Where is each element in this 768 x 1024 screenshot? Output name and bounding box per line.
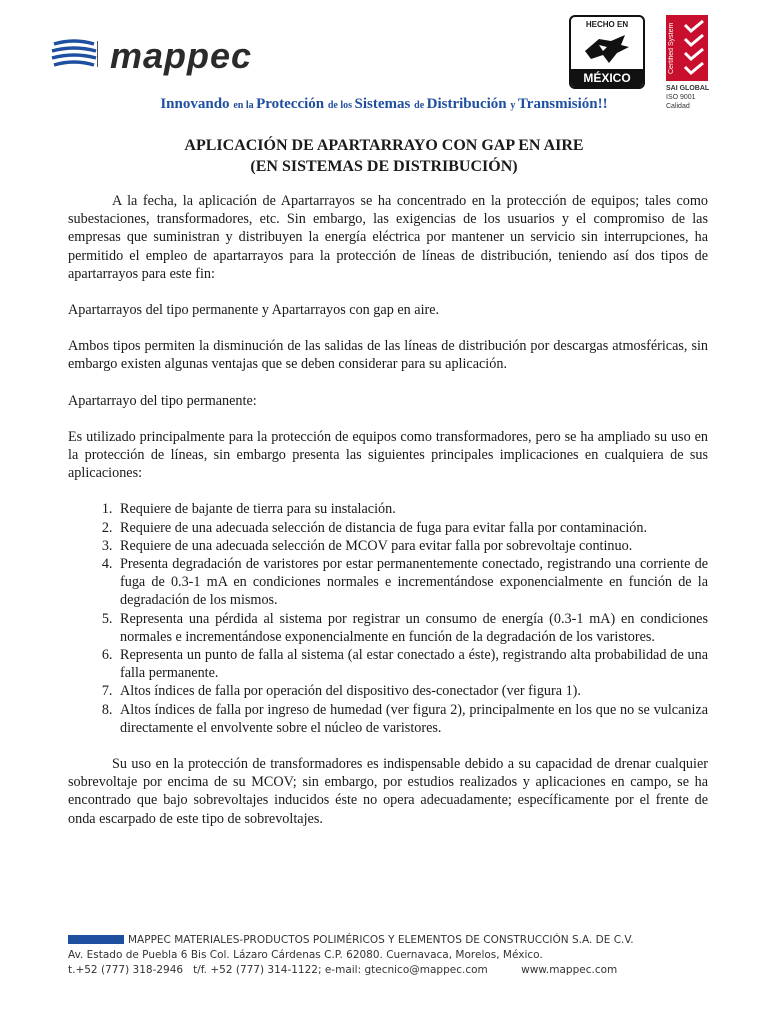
list-item: 8. Altos índices de falla por ingreso de humedad (ver figura 2), principalmente en los que no se vulcaniza directamente el envolvente sobre el núcleo de varistores.	[116, 701, 708, 737]
cert-label: Certified System	[668, 22, 675, 74]
title-line-2: (EN SISTEMAS DE DISTRIBUCIÓN)	[250, 158, 518, 175]
paragraph-conclusion: Su uso en la protección de transformadores es indispensable debido a su capacidad de drenar cualquier sobrevoltaje por encima de su MCOV; sin embargo, por estudios realizados y aplicaciones en campo, se ha encontrado que bajo sobrevoltajes inducidos éste no opera adecuadamente; específicamente por el frente de onda escarpado de este tipo de sobrevoltajes.	[68, 756, 708, 827]
hecho-en-mexico-badge	[569, 15, 645, 89]
cert-brand: SAI GLOBAL	[666, 85, 710, 92]
list-item: 5. Representa una pérdida al sistema por registrar un consumo de energía (0.3-1 mA) en condiciones normales e incrementándose exponencialmente en función de la degradación de los varistores.	[116, 610, 708, 646]
tagline-part: Innovando	[160, 96, 234, 112]
title-line-1: APLICACIÓN DE APARTARRAYO CON GAP EN AIRE	[184, 137, 584, 154]
document-title	[0, 135, 768, 177]
section-heading-permanent: Apartarrayo del tipo permanente:	[68, 392, 257, 409]
tagline-part: Sistemas	[354, 96, 415, 112]
cert-quality: Calidad	[666, 103, 690, 110]
brand-wordmark: mappec	[110, 35, 253, 76]
list-item: 4. Presenta degradación de varistores por estar permanentemente conectado, registrando una corriente de fuga de 0.3-1 mA en condiciones normales e incrementándose exponencialmente en función de la degradación de los mismos.	[116, 555, 708, 610]
badge-top-label: HECHO EN	[585, 20, 629, 29]
footer-accent-bar	[68, 935, 124, 944]
footer-address: Av. Estado de Puebla 6 Bis Col. Lázaro Cárdenas C.P. 62080. Cuernavaca, Morelos, México.	[68, 949, 543, 961]
paragraph-types: Apartarrayos del tipo permanente y Apartarrayos con gap en aire.	[68, 302, 440, 319]
paragraph-usage: Es utilizado principalmente para la protección de equipos como transformadores, pero se ha ampliado su uso en la protección de líneas, sin embargo presenta las siguientes principales implicaciones en cualquiera de sus aplicaciones:	[68, 428, 708, 482]
tagline-part: en la	[233, 100, 257, 111]
paragraph-both-types: Ambos tipos permiten la disminución de las salidas de las líneas de distribución por descargas atmosféricas, sin embargo existen algunas ventajas que se deben considerar para su aplicación.	[68, 338, 708, 373]
checkmarks-icon	[683, 19, 705, 77]
list-item: 1. Requiere de bajante de tierra para su instalación.	[116, 500, 708, 518]
tagline-part: Protección	[256, 96, 328, 112]
list-item: 7. Altos índices de falla por operación del dispositivo des-conectador (ver figura 1).	[116, 682, 708, 700]
paragraph-intro: A la fecha, la aplicación de Apartarrayos se ha concentrado en la protección de equipos; tales como subestaciones, transformadores, etc. Sin embargo, las exigencias de los usuarios y el compromiso de las empresas que suministran y distribuyen la energía eléctrica por mantener un servicio sin interrupciones, ha permitido el empleo de apartarrayos para la protección de líneas de distribución, teniendo así dos tipos de apartarrayos para este fin:	[68, 193, 708, 282]
footer	[68, 933, 708, 978]
footer-contact: t.+52 (777) 318-2946 t/f. +52 (777) 314-1122; e-mail: gtecnico@mappec.com www.mappec.com	[68, 964, 618, 976]
tagline-part: y	[510, 100, 518, 111]
list-item: 3. Requiere de una adecuada selección de MCOV para evitar falla por sobrevoltaje continuo.	[116, 537, 708, 555]
tagline	[0, 96, 768, 113]
wave-lines-icon	[50, 38, 98, 70]
tagline-part: Distribución	[426, 96, 511, 112]
implications-list	[68, 500, 708, 737]
tagline-part: de los	[327, 100, 355, 111]
footer-company: MAPPEC MATERIALES-PRODUCTOS POLIMÉRICOS Y ELEMENTOS DE CONSTRUCCIÓN S.A. DE C.V.	[128, 934, 634, 946]
list-item: 6. Representa un punto de falla al sistema (al estar conectado a éste), registrando alta probabilidad de una falla permanente.	[116, 646, 708, 682]
list-item: 2. Requiere de una adecuada selección de distancia de fuga para evitar falla por contaminación.	[116, 519, 708, 537]
tagline-part: de	[414, 100, 427, 111]
cert-iso: ISO 9001	[666, 94, 696, 101]
tagline-part: Transmisión!!	[517, 96, 608, 112]
badge-bottom-label: MÉXICO	[571, 69, 643, 87]
document-body	[68, 192, 708, 846]
certified-system-seal	[666, 15, 708, 81]
eagle-icon	[581, 31, 633, 67]
mappec-logo	[50, 35, 265, 76]
